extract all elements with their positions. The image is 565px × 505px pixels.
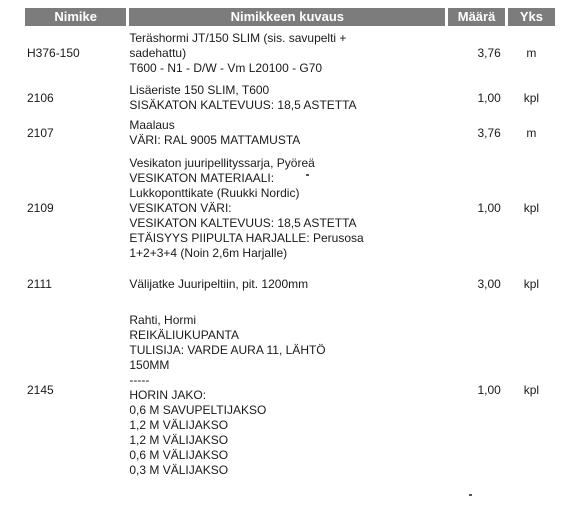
header-code: Nimike [25,8,126,26]
item-quantity: 1,00 [477,383,501,397]
description-line: Teräshormi JT/150 SLIM (sis. savupelti + [129,31,347,45]
description-line: 150MM [129,358,170,372]
description-line: Lisäeriste 150 SLIM, T600 [129,83,270,97]
scan-speck [306,174,309,176]
description-line: 0,6 M SAVUPELTIJAKSO [129,403,267,417]
header-quantity: Määrä [448,8,505,26]
table-header-row [25,8,555,26]
item-quantity: 3,76 [477,125,501,140]
table-row [25,115,555,151]
item-description [129,303,445,478]
description-line: sadehattu) [129,46,187,60]
item-unit: m [526,125,537,140]
table-row [25,81,555,115]
scan-speck [469,494,472,496]
item-quantity: 1,00 [477,90,501,105]
description-line: 1,2 M VÄLIJAKSO [129,418,229,432]
description-line: 0,6 M VÄLIJAKSO [129,448,229,462]
item-unit: kpl [523,277,540,291]
item-unit: kpl [523,383,540,397]
order-lines-table [22,8,558,478]
header-unit: Yks [508,8,555,26]
description-line: ----- [129,373,150,387]
item-description [129,81,445,115]
description-line: Lukkoponttikate (Ruukki Nordic) [129,186,300,200]
item-unit: kpl [523,90,540,105]
description-line: REIKÄLIUKUPANTA [129,328,239,342]
description-line: SISÄKATON KALTEVUUS: 18,5 ASTETTA [129,98,357,112]
item-unit: kpl [523,201,540,215]
description-line: Rahti, Hormi [129,313,197,327]
description-line: VESIKATON VÄRI: [129,201,232,215]
description-line: 1,2 M VÄLIJAKSO [129,433,229,447]
item-code: 2145 [27,383,54,397]
item-code: 2109 [27,201,54,215]
item-quantity: 1,00 [477,201,501,215]
description-line: VESIKATON KALTEVUUS: 18,5 ASTETTA [129,216,357,230]
description-line: 1+2+3+4 (Noin 2,6m Harjalle) [129,246,288,260]
item-code: H376-150 [27,46,80,60]
item-description [129,26,445,81]
table-row [25,26,555,81]
description-line: Maalaus [129,118,175,132]
item-code: 2107 [27,125,54,140]
description-line: T600 - N1 - D/W - Vm L20100 - G70 [129,61,323,75]
item-description [129,115,445,151]
header-description: Nimikkeen kuvaus [129,8,445,26]
description-line: VÄRI: RAL 9005 MATTAMUSTA [129,133,301,147]
description-line: HORIN JAKO: [129,388,207,402]
item-code: 2106 [27,90,54,105]
description-line: 0,3 M VÄLIJAKSO [129,463,229,477]
description-line: Vesikaton juuripellityssarja, Pyöreä [129,156,315,170]
description-line: TULISIJA: VARDE AURA 11, LÄHTÖ [129,343,326,357]
item-description [129,151,445,266]
item-code: 2111 [27,277,52,291]
description-line: Välijatke Juuripeltiin, pit. 1200mm [129,277,309,291]
table-row [25,303,555,478]
table-row [25,151,555,266]
item-quantity: 3,76 [477,46,501,60]
description-line: ETÄISYYS PIIPULTA HARJALLE: Perusosa [129,231,364,245]
description-line: VESIKATON MATERIAALI: [129,171,275,185]
item-quantity: 3,00 [477,277,501,291]
item-description [129,266,445,303]
table-row [25,266,555,303]
item-unit: m [526,46,537,60]
